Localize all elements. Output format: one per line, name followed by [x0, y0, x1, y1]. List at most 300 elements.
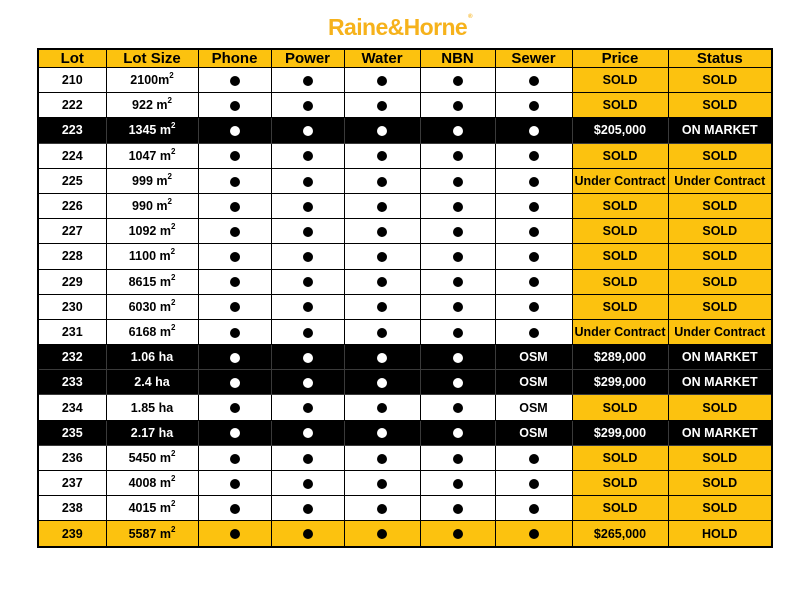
price-cell: SOLD [572, 445, 668, 470]
phone-cell [198, 118, 271, 143]
lot-size-cell [106, 244, 198, 269]
nbn-cell [420, 345, 495, 370]
lot-number-cell: 227 [38, 219, 106, 244]
water-cell [344, 168, 420, 193]
phone-cell [198, 319, 271, 344]
table-row [38, 244, 772, 269]
lot-size-unit-exponent: 2 [170, 121, 176, 131]
filled-circle-icon [230, 252, 240, 262]
status-cell: ON MARKET [668, 370, 772, 395]
water-cell [344, 244, 420, 269]
status-cell: Under Contract [668, 168, 772, 193]
filled-circle-icon [453, 101, 463, 111]
table-row [38, 219, 772, 244]
nbn-cell [420, 244, 495, 269]
status-cell: ON MARKET [668, 345, 772, 370]
filled-circle-icon [303, 328, 313, 338]
lot-number-cell: 222 [38, 93, 106, 118]
price-cell: $289,000 [572, 345, 668, 370]
power-cell [271, 496, 344, 521]
filled-circle-icon [230, 328, 240, 338]
filled-circle-icon [230, 529, 240, 539]
phone-cell [198, 168, 271, 193]
nbn-cell [420, 118, 495, 143]
status-cell: SOLD [668, 395, 772, 420]
table-row [38, 193, 772, 218]
status-cell: SOLD [668, 143, 772, 168]
sewer-cell [495, 193, 572, 218]
column-header-lot: Lot [38, 49, 106, 68]
column-header-phone: Phone [198, 49, 271, 68]
table-row [38, 370, 772, 395]
nbn-cell [420, 93, 495, 118]
price-cell: SOLD [572, 244, 668, 269]
nbn-cell [420, 219, 495, 244]
filled-circle-icon [453, 428, 463, 438]
filled-circle-icon [453, 403, 463, 413]
table-row [38, 319, 772, 344]
lot-size-unit-exponent: 2 [170, 146, 176, 156]
filled-circle-icon [377, 529, 387, 539]
nbn-cell [420, 193, 495, 218]
filled-circle-icon [377, 252, 387, 262]
lot-size-value: 922 m [132, 98, 168, 113]
nbn-cell [420, 319, 495, 344]
table-row [38, 496, 772, 521]
lot-number-cell: 210 [38, 68, 106, 93]
filled-circle-icon [303, 76, 313, 86]
sewer-cell [495, 471, 572, 496]
power-cell [271, 118, 344, 143]
filled-circle-icon [377, 353, 387, 363]
price-cell: SOLD [572, 143, 668, 168]
filled-circle-icon [453, 177, 463, 187]
lot-size-cell [106, 471, 198, 496]
filled-circle-icon [453, 252, 463, 262]
water-cell [344, 68, 420, 93]
lot-size-value: 6030 m [128, 299, 171, 314]
lot-size-value: 999 m [132, 173, 168, 188]
lot-size-cell [106, 193, 198, 218]
filled-circle-icon [377, 403, 387, 413]
lot-number-cell: 230 [38, 294, 106, 319]
lot-size-unit-exponent: 2 [170, 322, 176, 332]
lot-size-value: 2.4 ha [134, 375, 170, 390]
phone-cell [198, 294, 271, 319]
lot-number-cell: 239 [38, 521, 106, 547]
sewer-cell [495, 269, 572, 294]
nbn-cell [420, 496, 495, 521]
price-cell: SOLD [572, 219, 668, 244]
sewer-cell [495, 319, 572, 344]
price-cell: Under Contract [572, 319, 668, 344]
power-cell [271, 395, 344, 420]
lot-size-cell [106, 143, 198, 168]
lot-availability-table [37, 48, 773, 548]
filled-circle-icon [230, 353, 240, 363]
table-row [38, 93, 772, 118]
lot-size-cell [106, 445, 198, 470]
water-cell [344, 496, 420, 521]
filled-circle-icon [377, 227, 387, 237]
column-header-price: Price [572, 49, 668, 68]
filled-circle-icon [453, 504, 463, 514]
power-cell [271, 93, 344, 118]
table-row [38, 68, 772, 93]
phone-cell [198, 68, 271, 93]
lot-size-cell [106, 521, 198, 547]
filled-circle-icon [303, 454, 313, 464]
sewer-cell [495, 93, 572, 118]
filled-circle-icon [529, 328, 539, 338]
sewer-cell: OSM [495, 345, 572, 370]
status-cell: SOLD [668, 269, 772, 294]
filled-circle-icon [529, 479, 539, 489]
lot-size-cell [106, 68, 198, 93]
status-cell: SOLD [668, 68, 772, 93]
nbn-cell [420, 471, 495, 496]
lot-size-cell [106, 93, 198, 118]
filled-circle-icon [303, 227, 313, 237]
table-row [38, 294, 772, 319]
phone-cell [198, 219, 271, 244]
filled-circle-icon [377, 428, 387, 438]
filled-circle-icon [377, 454, 387, 464]
filled-circle-icon [377, 126, 387, 136]
lot-size-value: 6168 m [128, 324, 171, 339]
nbn-cell [420, 395, 495, 420]
filled-circle-icon [303, 529, 313, 539]
filled-circle-icon [529, 227, 539, 237]
power-cell [271, 244, 344, 269]
power-cell [271, 370, 344, 395]
power-cell [271, 193, 344, 218]
filled-circle-icon [230, 403, 240, 413]
price-cell: SOLD [572, 68, 668, 93]
nbn-cell [420, 68, 495, 93]
phone-cell [198, 496, 271, 521]
power-cell [271, 68, 344, 93]
table-header-row [38, 49, 772, 68]
sewer-cell: OSM [495, 420, 572, 445]
lot-size-unit-exponent: 2 [167, 96, 172, 106]
price-cell: $265,000 [572, 521, 668, 547]
status-cell: SOLD [668, 445, 772, 470]
water-cell [344, 370, 420, 395]
table-row [38, 168, 772, 193]
power-cell [271, 420, 344, 445]
lot-size-unit-exponent: 2 [170, 222, 176, 232]
lot-number-cell: 225 [38, 168, 106, 193]
filled-circle-icon [529, 202, 539, 212]
lot-size-value: 1092 m [128, 224, 171, 239]
lot-size-value: 1345 m [128, 123, 171, 138]
filled-circle-icon [453, 126, 463, 136]
filled-circle-icon [377, 479, 387, 489]
lot-size-value: 4008 m [128, 476, 171, 491]
brand-logo [0, 14, 800, 41]
sewer-cell [495, 143, 572, 168]
lot-size-cell [106, 294, 198, 319]
filled-circle-icon [303, 177, 313, 187]
filled-circle-icon [377, 302, 387, 312]
table-row [38, 345, 772, 370]
sewer-cell [495, 244, 572, 269]
phone-cell [198, 345, 271, 370]
table-row [38, 445, 772, 470]
price-cell: SOLD [572, 471, 668, 496]
filled-circle-icon [303, 101, 313, 111]
status-cell: ON MARKET [668, 118, 772, 143]
filled-circle-icon [529, 252, 539, 262]
lot-size-value: 5587 m [128, 526, 171, 541]
sewer-cell [495, 445, 572, 470]
filled-circle-icon [453, 529, 463, 539]
water-cell [344, 420, 420, 445]
power-cell [271, 294, 344, 319]
table-row [38, 143, 772, 168]
power-cell [271, 219, 344, 244]
power-cell [271, 445, 344, 470]
table-row [38, 269, 772, 294]
filled-circle-icon [529, 529, 539, 539]
status-cell: SOLD [668, 193, 772, 218]
filled-circle-icon [453, 378, 463, 388]
lot-size-unit-exponent: 2 [167, 197, 172, 207]
sewer-cell [495, 496, 572, 521]
status-cell: SOLD [668, 219, 772, 244]
lot-size-unit-exponent: 2 [170, 448, 176, 458]
filled-circle-icon [303, 202, 313, 212]
phone-cell [198, 143, 271, 168]
column-header-sewer: Sewer [495, 49, 572, 68]
table-row [38, 471, 772, 496]
lot-size-cell [106, 219, 198, 244]
filled-circle-icon [230, 302, 240, 312]
water-cell [344, 193, 420, 218]
price-cell: SOLD [572, 395, 668, 420]
filled-circle-icon [529, 151, 539, 161]
filled-circle-icon [453, 479, 463, 489]
column-header-lot-size: Lot Size [106, 49, 198, 68]
lot-number-cell: 231 [38, 319, 106, 344]
lot-size-cell [106, 269, 198, 294]
lot-number-cell: 228 [38, 244, 106, 269]
phone-cell [198, 193, 271, 218]
filled-circle-icon [377, 378, 387, 388]
water-cell [344, 445, 420, 470]
filled-circle-icon [377, 177, 387, 187]
filled-circle-icon [230, 277, 240, 287]
status-cell: Under Contract [668, 319, 772, 344]
power-cell [271, 345, 344, 370]
lot-number-cell: 233 [38, 370, 106, 395]
table-row [38, 395, 772, 420]
filled-circle-icon [303, 378, 313, 388]
nbn-cell [420, 168, 495, 193]
price-cell: $299,000 [572, 420, 668, 445]
sewer-cell: OSM [495, 395, 572, 420]
sewer-cell [495, 68, 572, 93]
lot-number-cell: 226 [38, 193, 106, 218]
filled-circle-icon [453, 227, 463, 237]
nbn-cell [420, 143, 495, 168]
nbn-cell [420, 420, 495, 445]
lot-size-cell [106, 345, 198, 370]
power-cell [271, 269, 344, 294]
filled-circle-icon [230, 428, 240, 438]
water-cell [344, 345, 420, 370]
filled-circle-icon [529, 504, 539, 514]
nbn-cell [420, 521, 495, 547]
filled-circle-icon [303, 126, 313, 136]
filled-circle-icon [377, 101, 387, 111]
status-cell: SOLD [668, 244, 772, 269]
lot-size-value: 1.06 ha [130, 350, 174, 365]
price-cell: SOLD [572, 496, 668, 521]
water-cell [344, 395, 420, 420]
water-cell [344, 319, 420, 344]
price-cell: SOLD [572, 93, 668, 118]
sewer-cell [495, 168, 572, 193]
filled-circle-icon [529, 177, 539, 187]
filled-circle-icon [303, 353, 313, 363]
price-cell: $205,000 [572, 118, 668, 143]
brand-name: Raine&Horne [328, 14, 468, 40]
lot-size-value: 1.85 ha [130, 400, 174, 415]
filled-circle-icon [303, 504, 313, 514]
column-header-nbn: NBN [420, 49, 495, 68]
filled-circle-icon [303, 479, 313, 489]
water-cell [344, 294, 420, 319]
price-cell: SOLD [572, 294, 668, 319]
lot-size-unit-exponent: 2 [170, 272, 176, 282]
phone-cell [198, 244, 271, 269]
status-cell: SOLD [668, 471, 772, 496]
column-header-power: Power [271, 49, 344, 68]
nbn-cell [420, 370, 495, 395]
lot-number-cell: 235 [38, 420, 106, 445]
phone-cell [198, 93, 271, 118]
filled-circle-icon [230, 126, 240, 136]
filled-circle-icon [453, 277, 463, 287]
filled-circle-icon [377, 504, 387, 514]
status-cell: HOLD [668, 521, 772, 547]
sewer-cell [495, 521, 572, 547]
filled-circle-icon [230, 101, 240, 111]
phone-cell [198, 521, 271, 547]
filled-circle-icon [453, 302, 463, 312]
power-cell [271, 471, 344, 496]
trademark-symbol: ® [468, 14, 472, 20]
filled-circle-icon [303, 151, 313, 161]
filled-circle-icon [453, 202, 463, 212]
phone-cell [198, 370, 271, 395]
lot-number-cell: 223 [38, 118, 106, 143]
lot-size-value: 8615 m [128, 274, 171, 289]
filled-circle-icon [529, 126, 539, 136]
lot-number-cell: 238 [38, 496, 106, 521]
filled-circle-icon [303, 252, 313, 262]
lot-number-cell: 224 [38, 143, 106, 168]
water-cell [344, 219, 420, 244]
power-cell [271, 521, 344, 547]
lot-size-value: 2100m [130, 73, 170, 88]
lot-number-cell: 229 [38, 269, 106, 294]
lot-size-value: 1100 m [128, 249, 171, 264]
lot-size-unit-exponent: 2 [169, 71, 174, 81]
lot-size-cell [106, 395, 198, 420]
lot-size-unit-exponent: 2 [170, 474, 176, 484]
lot-number-cell: 236 [38, 445, 106, 470]
filled-circle-icon [230, 479, 240, 489]
lot-size-unit-exponent: 2 [167, 171, 172, 181]
power-cell [271, 168, 344, 193]
lot-size-unit-exponent: 2 [170, 524, 176, 534]
water-cell [344, 269, 420, 294]
filled-circle-icon [230, 454, 240, 464]
filled-circle-icon [377, 277, 387, 287]
column-header-status: Status [668, 49, 772, 68]
price-cell: $299,000 [572, 370, 668, 395]
filled-circle-icon [230, 202, 240, 212]
filled-circle-icon [303, 428, 313, 438]
water-cell [344, 143, 420, 168]
lot-size-value: 4015 m [128, 501, 171, 516]
sewer-cell [495, 118, 572, 143]
filled-circle-icon [529, 101, 539, 111]
price-cell: Under Contract [572, 168, 668, 193]
filled-circle-icon [377, 151, 387, 161]
status-cell: SOLD [668, 93, 772, 118]
table-row [38, 521, 772, 547]
status-cell: SOLD [668, 294, 772, 319]
filled-circle-icon [230, 504, 240, 514]
filled-circle-icon [529, 302, 539, 312]
filled-circle-icon [453, 151, 463, 161]
lot-size-cell [106, 496, 198, 521]
lot-number-cell: 237 [38, 471, 106, 496]
phone-cell [198, 420, 271, 445]
nbn-cell [420, 269, 495, 294]
lot-size-cell [106, 370, 198, 395]
lot-number-cell: 234 [38, 395, 106, 420]
lot-size-value: 5450 m [128, 450, 171, 465]
power-cell [271, 143, 344, 168]
filled-circle-icon [230, 227, 240, 237]
lot-size-value: 1047 m [128, 148, 171, 163]
filled-circle-icon [303, 302, 313, 312]
filled-circle-icon [230, 151, 240, 161]
lot-size-cell [106, 420, 198, 445]
phone-cell [198, 269, 271, 294]
status-cell: SOLD [668, 496, 772, 521]
lot-number-cell: 232 [38, 345, 106, 370]
power-cell [271, 319, 344, 344]
filled-circle-icon [377, 202, 387, 212]
sewer-cell: OSM [495, 370, 572, 395]
filled-circle-icon [529, 76, 539, 86]
table-row [38, 420, 772, 445]
water-cell [344, 93, 420, 118]
lot-size-cell [106, 118, 198, 143]
filled-circle-icon [303, 403, 313, 413]
water-cell [344, 471, 420, 496]
lot-size-cell [106, 168, 198, 193]
filled-circle-icon [303, 277, 313, 287]
column-header-water: Water [344, 49, 420, 68]
table-row [38, 118, 772, 143]
